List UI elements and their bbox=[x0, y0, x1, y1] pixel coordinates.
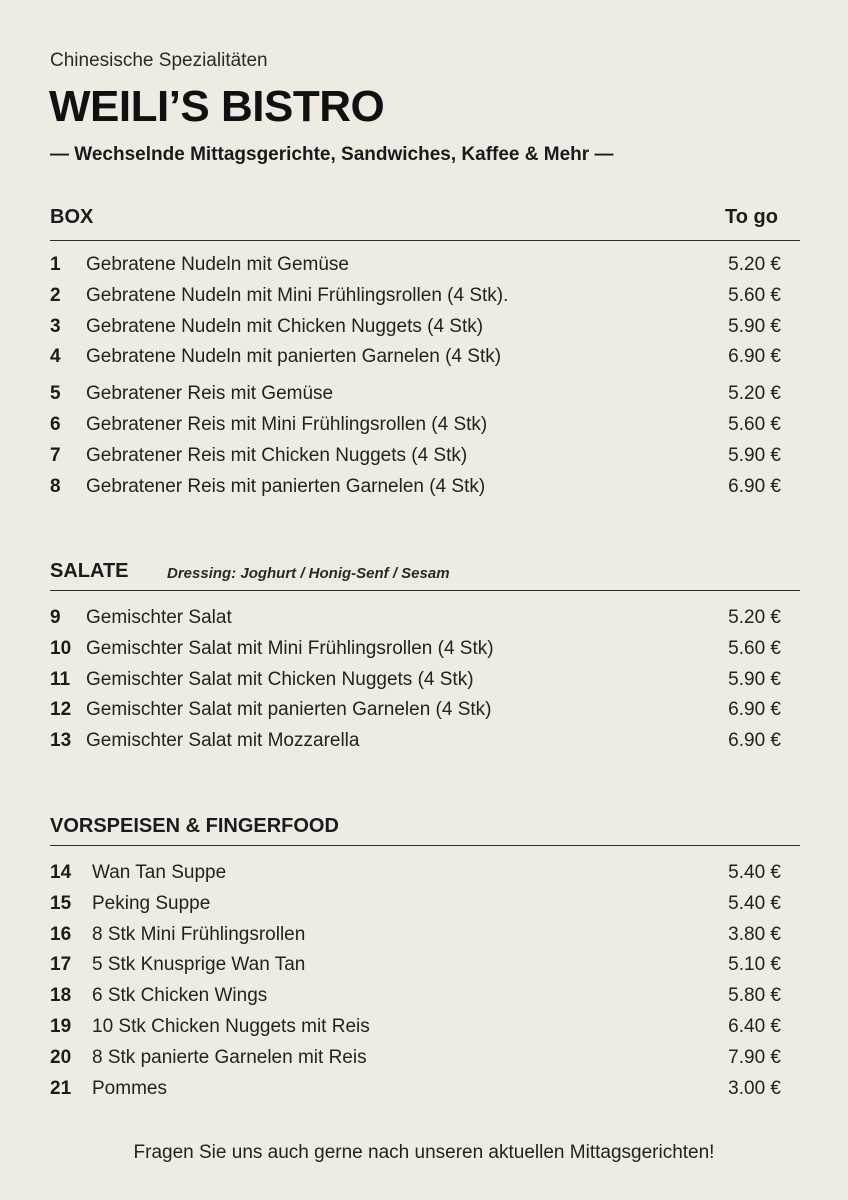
menu-item bbox=[50, 285, 781, 316]
item-price: 5.60 € bbox=[728, 413, 781, 435]
footer-note: Fragen Sie uns auch gerne nach unseren aktuellen Mittagsgerichten! bbox=[133, 1142, 715, 1163]
vorspeisen-item-list bbox=[50, 862, 781, 1108]
item-number: 6 bbox=[50, 413, 61, 435]
item-name: 5 Stk Knusprige Wan Tan bbox=[92, 954, 306, 976]
menu-item bbox=[50, 383, 781, 414]
item-number: 21 bbox=[50, 1077, 72, 1099]
menu-item bbox=[50, 254, 781, 285]
item-price: 7.90 € bbox=[728, 1046, 781, 1068]
item-price: 6.90 € bbox=[728, 346, 781, 368]
item-price: 5.60 € bbox=[728, 637, 781, 659]
item-number: 15 bbox=[50, 892, 72, 914]
item-number: 16 bbox=[50, 923, 72, 945]
item-name: Gebratener Reis mit Gemüse bbox=[86, 383, 334, 405]
section-title-vorspeisen: VORSPEISEN & FINGERFOOD bbox=[50, 815, 339, 837]
item-price: 5.40 € bbox=[728, 892, 781, 914]
item-number: 7 bbox=[50, 444, 61, 466]
item-number: 5 bbox=[50, 383, 61, 405]
item-name: Gebratener Reis mit panierten Garnelen (4 Stk) bbox=[86, 475, 486, 497]
menu-item bbox=[50, 1016, 781, 1047]
item-number: 8 bbox=[50, 475, 61, 497]
salate-item-list bbox=[50, 607, 781, 761]
dressing-note: Dressing: Joghurt / Honig-Senf / Sesam bbox=[167, 565, 450, 582]
menu-item bbox=[50, 476, 781, 507]
item-name: Gemischter Salat mit Mini Frühlingsrollen (4 Stk) bbox=[86, 637, 494, 659]
menu-item bbox=[50, 985, 781, 1016]
menu-item bbox=[50, 669, 781, 700]
item-number: 12 bbox=[50, 699, 72, 721]
item-number: 14 bbox=[50, 862, 72, 883]
section-header-vorspeisen bbox=[50, 815, 800, 846]
item-number: 1 bbox=[50, 254, 61, 275]
menu-item bbox=[50, 1047, 781, 1078]
item-price: 5.20 € bbox=[728, 607, 781, 628]
item-number: 19 bbox=[50, 1015, 72, 1037]
item-name: Pommes bbox=[92, 1077, 167, 1099]
item-name: 8 Stk Mini Frühlingsrollen bbox=[92, 923, 306, 945]
menu-item bbox=[50, 607, 781, 638]
item-name: Gemischter Salat mit Mozzarella bbox=[86, 730, 360, 752]
item-name: Gemischter Salat mit Chicken Nuggets (4 Stk) bbox=[86, 668, 474, 690]
item-number: 20 bbox=[50, 1046, 72, 1068]
item-name: Gebratene Nudeln mit Gemüse bbox=[86, 254, 349, 275]
menu-item bbox=[50, 954, 781, 985]
item-price: 5.90 € bbox=[728, 444, 781, 466]
item-name: 10 Stk Chicken Nuggets mit Reis bbox=[92, 1015, 370, 1037]
restaurant-title: WEILI’S BISTRO bbox=[49, 82, 385, 131]
item-name: Gebratener Reis mit Mini Frühlingsrollen (4 Stk) bbox=[86, 413, 488, 435]
item-name: Gemischter Salat mit panierten Garnelen (4 Stk) bbox=[86, 699, 492, 721]
item-price: 3.80 € bbox=[728, 923, 781, 945]
menu-item bbox=[50, 699, 781, 730]
item-price: 5.10 € bbox=[728, 954, 781, 976]
menu-subtitle: Chinesische Spezialitäten bbox=[50, 50, 268, 71]
item-price: 5.90 € bbox=[728, 668, 781, 690]
section-title-box: BOX bbox=[50, 206, 94, 228]
item-number: 4 bbox=[50, 346, 61, 368]
item-name: Gebratener Reis mit Chicken Nuggets (4 Stk) bbox=[86, 444, 468, 466]
menu-item bbox=[50, 924, 781, 955]
item-number: 18 bbox=[50, 985, 72, 1007]
menu-tagline: — Wechselnde Mittagsgerichte, Sandwiches, Kaffee & Mehr — bbox=[50, 144, 614, 165]
section-header-salate bbox=[50, 560, 800, 591]
item-number: 10 bbox=[50, 637, 72, 659]
item-number: 9 bbox=[50, 607, 61, 628]
item-number: 13 bbox=[50, 730, 72, 752]
item-price: 5.40 € bbox=[728, 862, 781, 883]
item-price: 6.40 € bbox=[728, 1015, 781, 1037]
item-price: 3.00 € bbox=[728, 1077, 781, 1099]
item-price: 6.90 € bbox=[728, 475, 781, 497]
item-number: 3 bbox=[50, 315, 61, 337]
item-name: 6 Stk Chicken Wings bbox=[92, 985, 268, 1007]
item-price: 5.20 € bbox=[728, 254, 781, 275]
menu-item bbox=[50, 414, 781, 445]
menu-item bbox=[50, 1078, 781, 1109]
item-price: 6.90 € bbox=[728, 730, 781, 752]
item-number: 2 bbox=[50, 284, 61, 306]
menu-item bbox=[50, 445, 781, 476]
item-name: Gebratene Nudeln mit Chicken Nuggets (4 Stk) bbox=[86, 315, 484, 337]
item-number: 17 bbox=[50, 954, 72, 976]
item-name: Wan Tan Suppe bbox=[92, 862, 227, 883]
section-header-box bbox=[50, 206, 800, 241]
box-item-list bbox=[50, 254, 781, 506]
menu-item bbox=[50, 346, 781, 377]
item-name: Peking Suppe bbox=[92, 892, 211, 914]
item-name: Gemischter Salat bbox=[86, 607, 232, 628]
item-price: 5.60 € bbox=[728, 284, 781, 306]
item-price: 6.90 € bbox=[728, 699, 781, 721]
item-price: 5.90 € bbox=[728, 315, 781, 337]
item-name: Gebratene Nudeln mit Mini Frühlingsrollen (4 Stk). bbox=[86, 284, 509, 306]
menu-item bbox=[50, 862, 781, 893]
togo-column-label: To go bbox=[725, 206, 778, 228]
menu-item bbox=[50, 730, 781, 761]
item-price: 5.80 € bbox=[728, 985, 781, 1007]
item-number: 11 bbox=[50, 668, 71, 690]
section-title-salate: SALATE bbox=[50, 560, 129, 582]
menu-item bbox=[50, 893, 781, 924]
item-name: 8 Stk panierte Garnelen mit Reis bbox=[92, 1046, 367, 1068]
item-name: Gebratene Nudeln mit panierten Garnelen (4 Stk) bbox=[86, 346, 502, 368]
item-price: 5.20 € bbox=[728, 383, 781, 405]
menu-item bbox=[50, 638, 781, 669]
menu-item bbox=[50, 316, 781, 347]
